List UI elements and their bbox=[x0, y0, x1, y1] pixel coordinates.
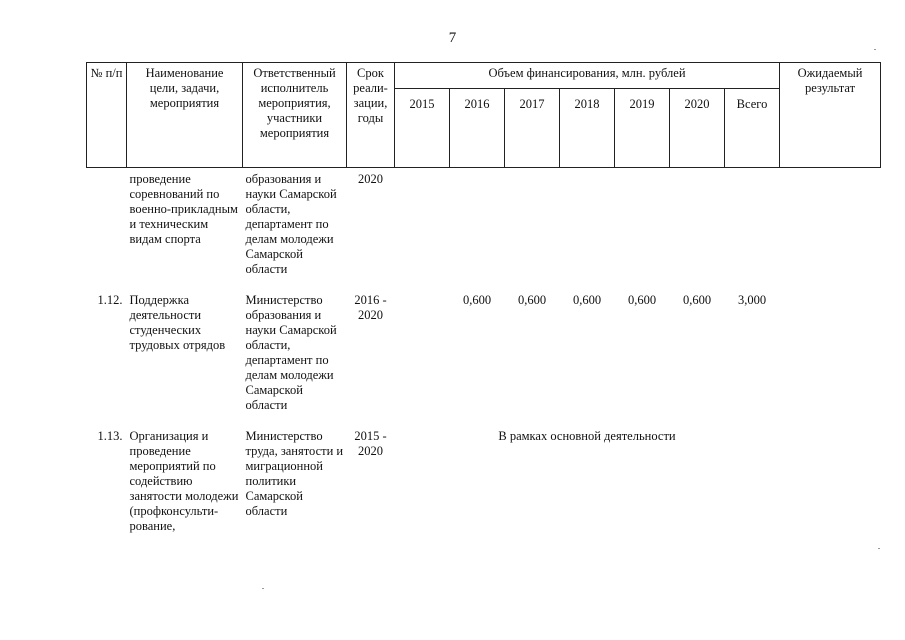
header-year-2017: 2017 bbox=[505, 89, 560, 168]
row-num: 1.13. bbox=[97, 429, 123, 443]
row-value-2017 bbox=[505, 168, 560, 290]
header-year-2018: 2018 bbox=[560, 89, 615, 168]
scan-speck bbox=[874, 49, 876, 50]
financing-table bbox=[86, 62, 881, 546]
table-row bbox=[87, 168, 881, 290]
table-row bbox=[87, 425, 881, 546]
row-result bbox=[780, 425, 881, 546]
row-num: 1.12. bbox=[97, 293, 123, 307]
header-executor: Ответственный исполнитель мероприятия, участники мероприятия bbox=[243, 63, 347, 168]
header-term: Срок реали-зации, годы bbox=[347, 63, 395, 168]
row-value-2019: 0,600 bbox=[627, 293, 657, 307]
row-result bbox=[780, 168, 881, 290]
row-value-2016 bbox=[450, 168, 505, 290]
header-name: Наименование цели, задачи, мероприятия bbox=[127, 63, 243, 168]
row-value-2020 bbox=[670, 168, 725, 290]
scan-speck bbox=[262, 588, 264, 589]
header-num: № п/п bbox=[87, 63, 127, 168]
header-year-2020: 2020 bbox=[670, 89, 725, 168]
page-number: 7 bbox=[448, 30, 457, 46]
header-total: Всего bbox=[725, 89, 780, 168]
header-year-2015: 2015 bbox=[395, 89, 450, 168]
row-value-2016: 0,600 bbox=[462, 293, 492, 307]
row-result bbox=[780, 289, 881, 425]
row-executor: Министерство образования и науки Самарской области, департамент по делам молодежи Самарской области bbox=[245, 293, 337, 412]
header-year-2019: 2019 bbox=[615, 89, 670, 168]
row-value-total bbox=[725, 168, 780, 290]
row-name: Поддержка деятельности студенческих трудовых отрядов bbox=[129, 293, 226, 352]
row-term: 2020 bbox=[358, 172, 383, 186]
row-executor: образования и науки Самарской области, департамент по делам молодежи Самарской области bbox=[245, 172, 337, 276]
row-value-2015 bbox=[395, 168, 450, 290]
row-note: В рамках основной деятельности bbox=[498, 429, 676, 443]
header-financing: Объем финансирования, млн. рублей bbox=[395, 63, 780, 89]
row-value-total: 3,000 bbox=[737, 293, 767, 307]
row-num bbox=[87, 168, 127, 290]
row-name: проведение соревнований по военно-прикладным и техническим видам спорта bbox=[129, 172, 238, 246]
row-value-2017: 0,600 bbox=[517, 293, 547, 307]
table-row bbox=[87, 289, 881, 425]
row-value-2018: 0,600 bbox=[572, 293, 602, 307]
scan-speck bbox=[878, 548, 880, 549]
row-value-2019 bbox=[615, 168, 670, 290]
row-value-2018 bbox=[560, 168, 615, 290]
header-result: Ожидаемый результат bbox=[780, 63, 881, 168]
row-executor: Министерство труда, занятости и миграционной политики Самарской области bbox=[245, 429, 344, 518]
row-term: 2016 - 2020 bbox=[354, 293, 387, 322]
header-year-2016: 2016 bbox=[450, 89, 505, 168]
row-term: 2015 - 2020 bbox=[354, 429, 387, 458]
row-name: Организация и проведение мероприятий по содействию занятости молодежи (профконсульти-рование, bbox=[129, 429, 239, 533]
row-value-2020: 0,600 bbox=[682, 293, 712, 307]
row-value-2015 bbox=[395, 289, 450, 425]
